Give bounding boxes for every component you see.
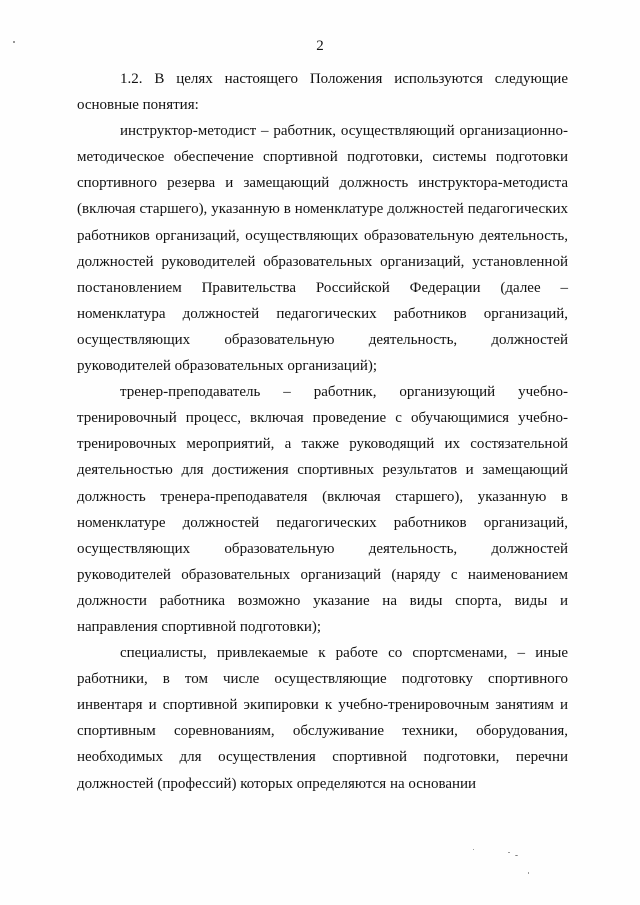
- scan-speck: [515, 855, 518, 856]
- document-body: [77, 66, 568, 797]
- paragraph-definitions-intro: 1.2. В целях настоящего Положения используются следующие основные понятия:: [77, 71, 568, 114]
- scan-speck: [13, 41, 15, 43]
- paragraph-instructor-methodist: инструктор-методист – работник, осуществляющий организационно-методическое обеспечение спортивной подготовки, системы подготовки спортивного резерва и замещающий должность инструктора-методиста (включая старшего), указанную в номенклатуре должностей педагогических работников организаций, осуществляющих образовательную деятельность, должностей руководителей образовательных организаций, установленной постановлением Правительства Российской Федерации (далее – номенклатура должностей педагогических работников организаций, осуществляющих образовательную деятельность, должностей руководителей образовательных организаций);: [77, 123, 568, 375]
- scan-speck: [508, 852, 510, 853]
- paragraph-coach-teacher: тренер-преподаватель – работник, организующий учебно-тренировочный процесс, включая проведение с обучающимися учебно-тренировочных мероприятий, а также руководящий их состязательной деятельностью для достижения спортивных результатов и замещающий должность тренера-преподавателя (включая старшего), указанную в номенклатуре должностей педагогических работников организаций, осуществляющих образовательную деятельность, должностей руководителей образовательных организаций (наряду с наименованием должности работника возможно указание на виды спорта, виды и направления спортивной подготовки);: [77, 384, 568, 635]
- page-number: 2: [316, 38, 324, 54]
- paragraph-specialists: специалисты, привлекаемые к работе со спортсменами, – иные работники, в том числе осуществляющие подготовку спортивного инвентаря и спортивной экипировки к учебно-тренировочным занятиям и спортивным соревнованиям, обслуживание техники, оборудования, необходимых для осуществления спортивной подготовки, перечни должностей (профессий) которых определяются на основании: [77, 645, 568, 792]
- scan-speck: [528, 872, 529, 874]
- scan-speck: [473, 849, 474, 850]
